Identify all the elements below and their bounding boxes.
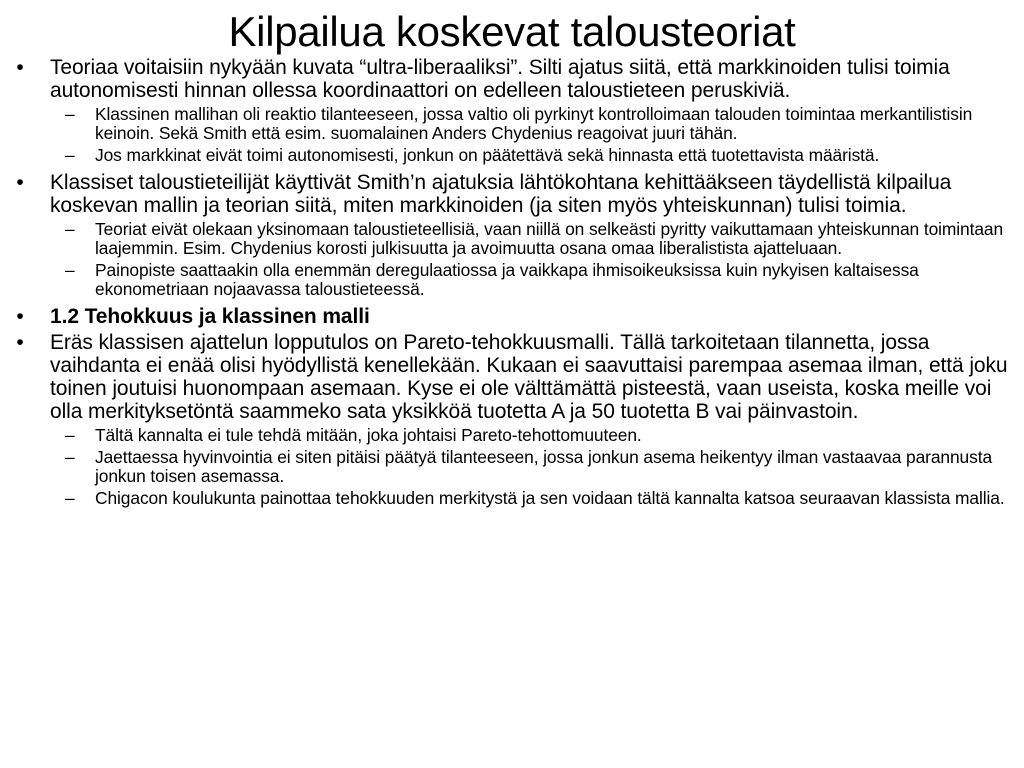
bullet-marker: •	[16, 56, 24, 79]
sub-bullet-item	[10, 220, 1014, 258]
bullet-marker: •	[16, 171, 24, 194]
slide-body	[10, 56, 1014, 511]
sub-bullet-text: Klassinen mallihan oli reaktio tilanteeseen, jossa valtio oli pyrkinyt kontrolloimaan talouden toimintaa merkantilistisin keinoin. Sekä Smith että esim. suomalainen Anders Chydenius reagoivat juuri tähän.	[95, 104, 973, 143]
bullet-text: Klassiset taloustieteilijät käyttivät Smith’n ajatuksia lähtökohtana kehittääkseen täydellistä kilpailua koskevan mallin ja teorian siitä, miten markkinoiden (ja siten myös yhteiskunnan) tulisi toimia.	[50, 171, 952, 217]
bullet-marker: •	[16, 331, 24, 354]
bullet-item	[10, 171, 1014, 217]
bullet-marker: •	[16, 305, 24, 328]
sub-bullet-text: Chigacon koulukunta painottaa tehokkuuden merkitystä ja sen voidaan tältä kannalta katsoa seuraavan klassista mallia.	[95, 488, 1005, 508]
sub-bullet-item	[10, 146, 1014, 165]
section-heading: 1.2 Tehokkuus ja klassinen malli	[50, 305, 370, 328]
bullet-text: Teoriaa voitaisiin nykyään kuvata “ultra-liberaaliksi”. Silti ajatus siitä, että markkinoiden tulisi toimia autonomisesti hinnan ollessa koordinaattori on edelleen taloustieteen peruskiviä.	[50, 56, 950, 102]
sub-bullet-text: Jos markkinat eivät toimi autonomisesti, jonkun on päätettävä sekä hinnasta että tuotettavista määristä.	[95, 145, 880, 165]
dash-marker: –	[65, 260, 75, 280]
sub-bullet-text: Jaettaessa hyvinvointia ei siten pitäisi päätyä tilanteeseen, jossa jonkun asema heikentyy ilman vastaavaa parannusta jonkun toisen asemassa.	[95, 447, 993, 486]
dash-marker: –	[65, 425, 75, 445]
dash-marker: –	[65, 145, 75, 165]
sub-bullet-item	[10, 448, 1014, 486]
bullet-item-heading	[10, 305, 1014, 328]
dash-marker: –	[65, 104, 75, 124]
dash-marker: –	[65, 447, 75, 467]
sub-bullet-item	[10, 426, 1014, 445]
bullet-text: Eräs klassisen ajattelun lopputulos on Pareto-tehokkuusmalli. Tällä tarkoitetaan tilannetta, jossa vaihdanta ei enää olisi hyödyllistä kenellekään. Kukaan ei saavuttaisi parempaa asemaa ilman, että joku toinen joutuisi huonompaan asemaan. Kyse ei ole välttämättä pisteestä, vaan useista, koska meille voi olla merkityksetöntä saammeko sata yksikköä tuotetta A ja 50 tuotetta B vai päinvastoin.	[50, 331, 1008, 423]
slide-title: Kilpailua koskevat talousteoriat	[228, 8, 796, 55]
dash-marker: –	[65, 219, 75, 239]
bullet-item	[10, 56, 1014, 102]
sub-bullet-item	[10, 105, 1014, 143]
sub-bullet-text: Painopiste saattaakin olla enemmän deregulaatiossa ja vaikkapa ihmisoikeuksissa kuin nykyisen kaltaisessa ekonometriaan nojaavassa taloustieteessä.	[95, 260, 919, 299]
bullet-item	[10, 331, 1014, 423]
sub-bullet-item	[10, 489, 1014, 508]
sub-bullet-text: Teoriat eivät olekaan yksinomaan taloustieteellisiä, vaan niillä on selkeästi pyritty vaikuttamaan yhteiskunnan toimintaan laajemmin. Esim. Chydenius korosti julkisuutta ja avoimuutta osana omaa liberalistista ajatteluaan.	[95, 219, 1004, 258]
sub-bullet-item	[10, 261, 1014, 299]
dash-marker: –	[65, 488, 75, 508]
sub-bullet-text: Tältä kannalta ei tule tehdä mitään, joka johtaisi Pareto-tehottomuuteen.	[95, 425, 642, 445]
